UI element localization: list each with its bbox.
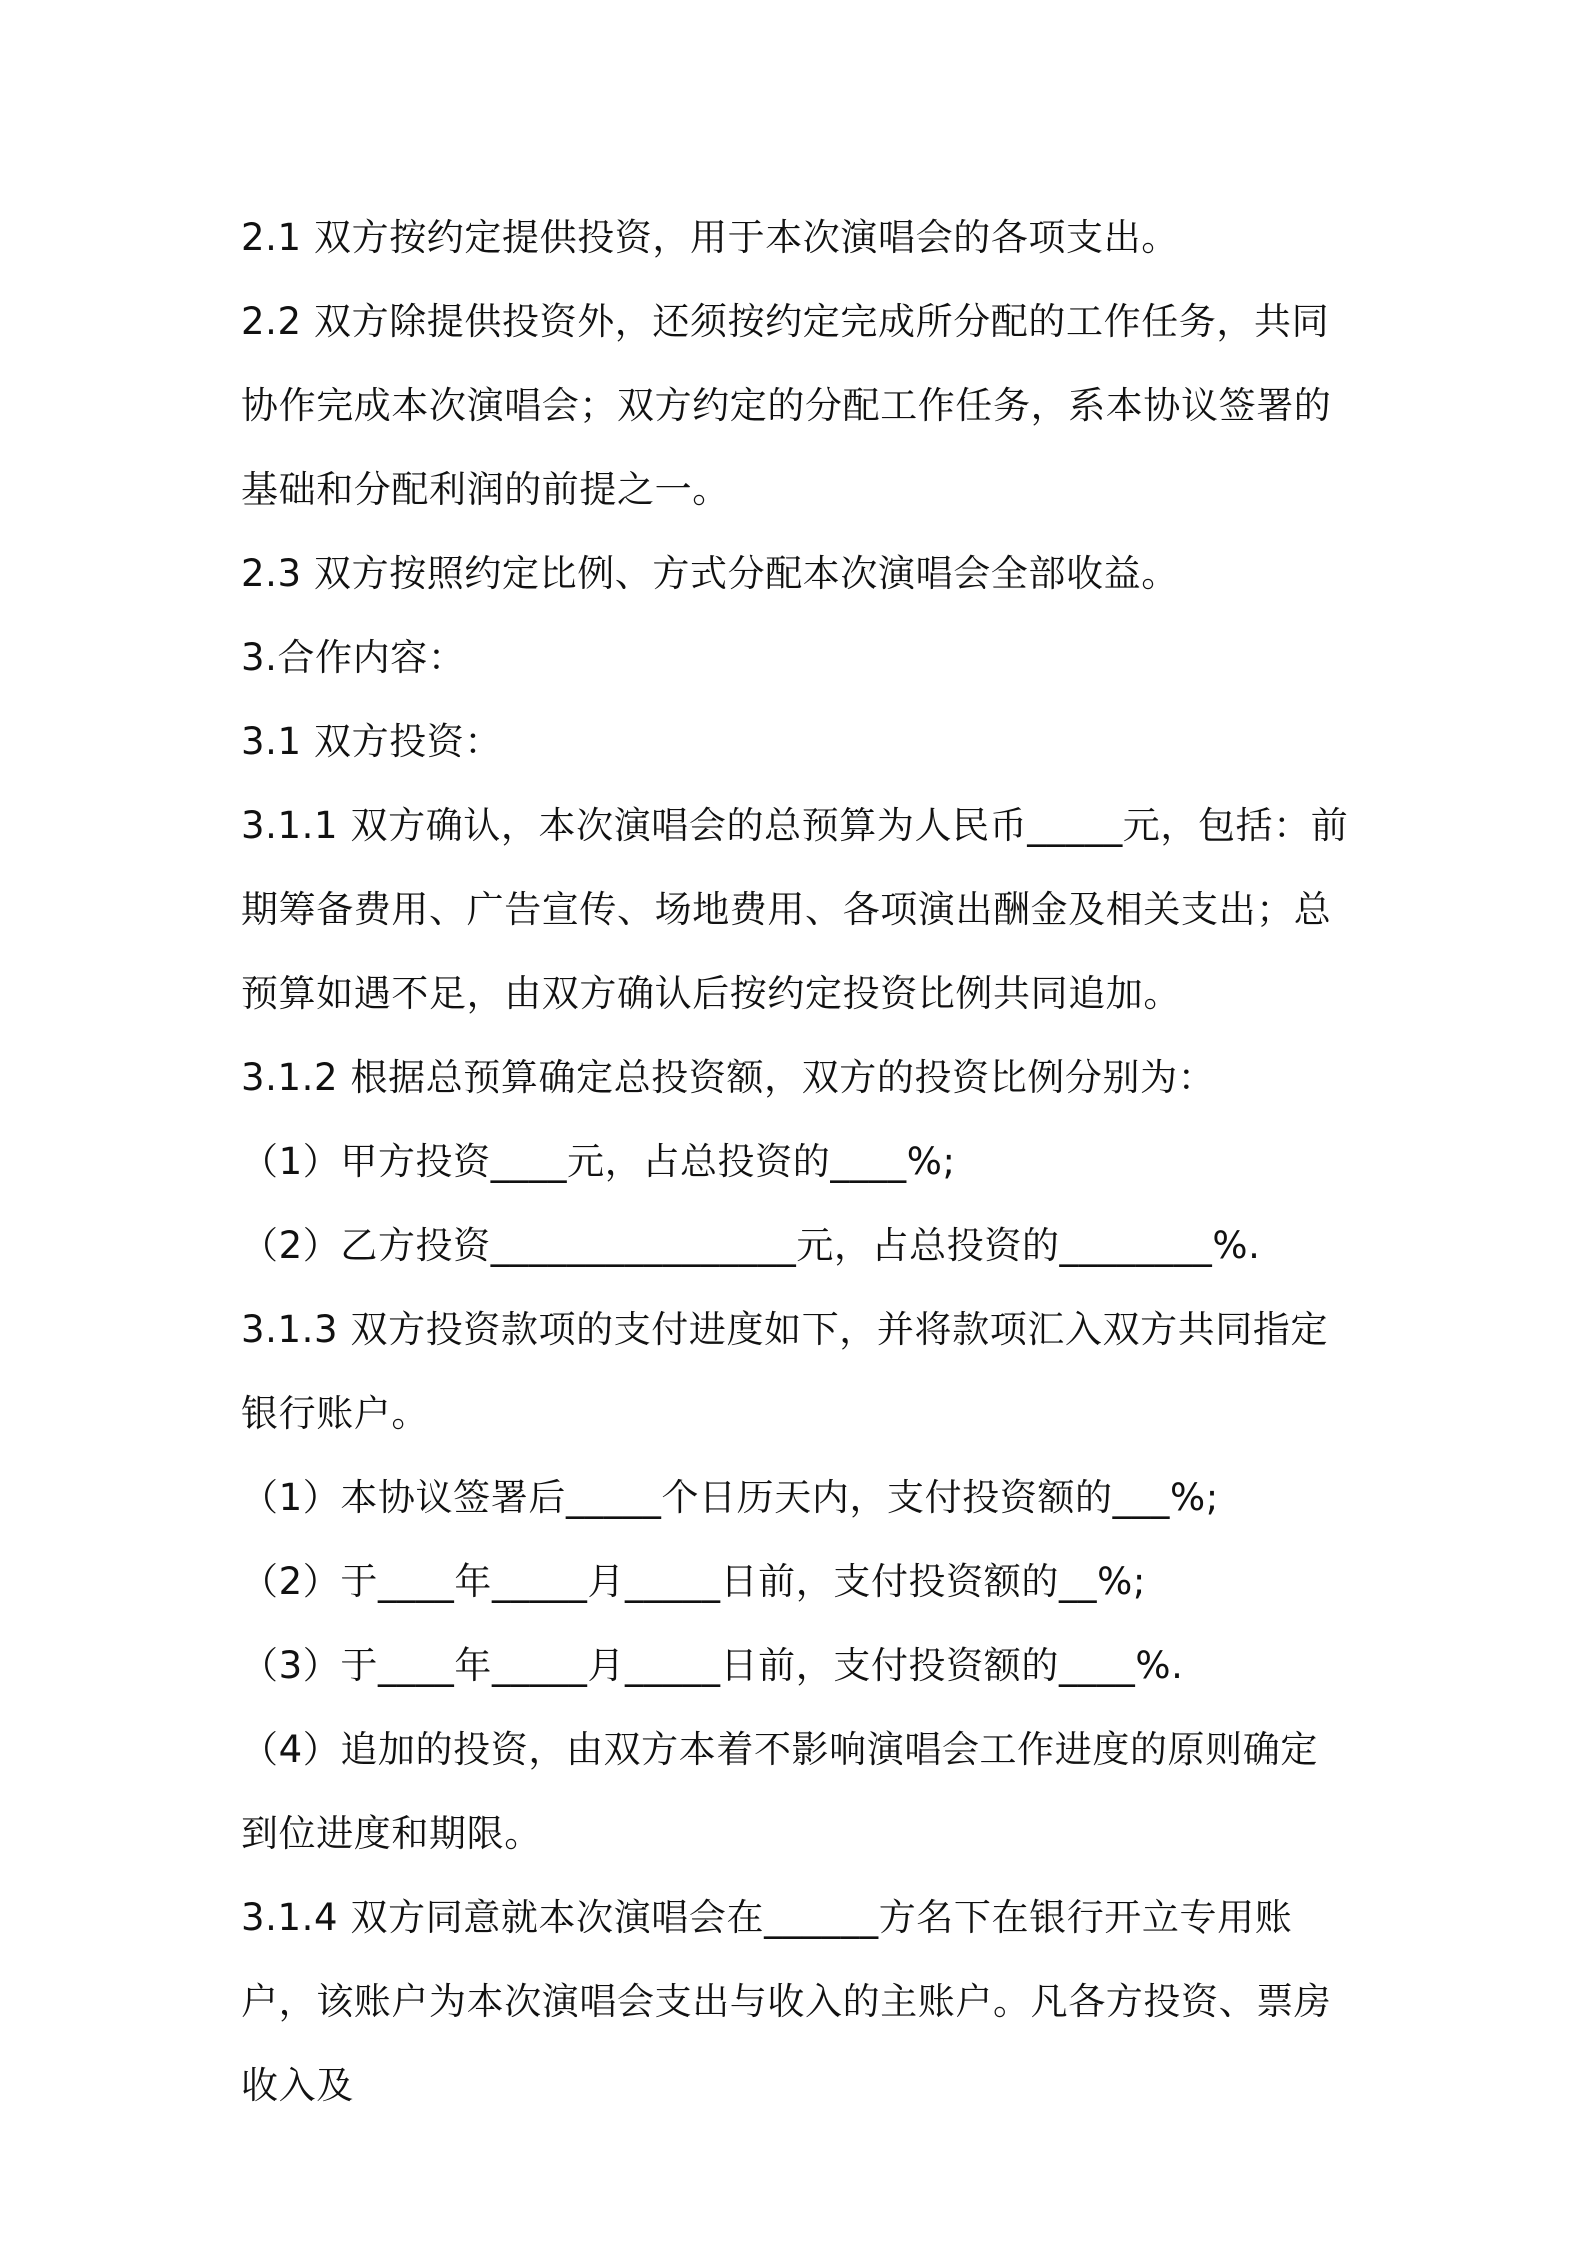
document-body [241, 196, 1351, 2128]
clause-3-1-2-item-2: （2）乙方投资________________元，占总投资的________%. [241, 1224, 1261, 1267]
clause-2-3: 2.3 双方按照约定比例、方式分配本次演唱会全部收益。 [241, 552, 1179, 595]
clause-2-2: 2.2 双方除提供投资外，还须按约定完成所分配的工作任务，共同协作完成本次演唱会；双方约定的分配工作任务，系本协议签署的基础和分配利润的前提之一。 [241, 300, 1332, 511]
clause-3-1-heading: 3.1 双方投资： [241, 720, 503, 763]
clause-2-1: 2.1 双方按约定提供投资，用于本次演唱会的各项支出。 [241, 216, 1179, 259]
clause-3-1-3-item-4: （4）追加的投资，由双方本着不影响演唱会工作进度的原则确定到位进度和期限。 [241, 1728, 1318, 1855]
clause-3-1-4: 3.1.4 双方同意就本次演唱会在______方名下在银行开立专用账户，该账户为本次演唱会支出与收入的主账户。凡各方投资、票房收入及 [241, 1896, 1332, 2107]
clause-3-1-3-item-3: （3）于____年_____月_____日前，支付投资额的____%. [241, 1644, 1184, 1687]
clause-3-1-1: 3.1.1 双方确认，本次演唱会的总预算为人民币_____元，包括：前期筹备费用、广告宣传、场地费用、各项演出酬金及相关支出；总预算如遇不足，由双方确认后按约定投资比例共同追加。 [241, 804, 1349, 1015]
clause-3-1-3: 3.1.3 双方投资款项的支付进度如下，并将款项汇入双方共同指定银行账户。 [241, 1308, 1329, 1435]
clause-3-1-2-item-1: （1）甲方投资____元，占总投资的____%; [241, 1140, 956, 1183]
clause-3-1-3-item-2: （2）于____年_____月_____日前，支付投资额的__%; [241, 1560, 1146, 1603]
clause-3-1-2: 3.1.2 根据总预算确定总投资额，双方的投资比例分别为： [241, 1056, 1216, 1099]
clause-3-1-3-item-1: （1）本协议签署后_____个日历天内，支付投资额的___%; [241, 1476, 1219, 1519]
section-3-heading: 3.合作内容： [241, 636, 466, 679]
